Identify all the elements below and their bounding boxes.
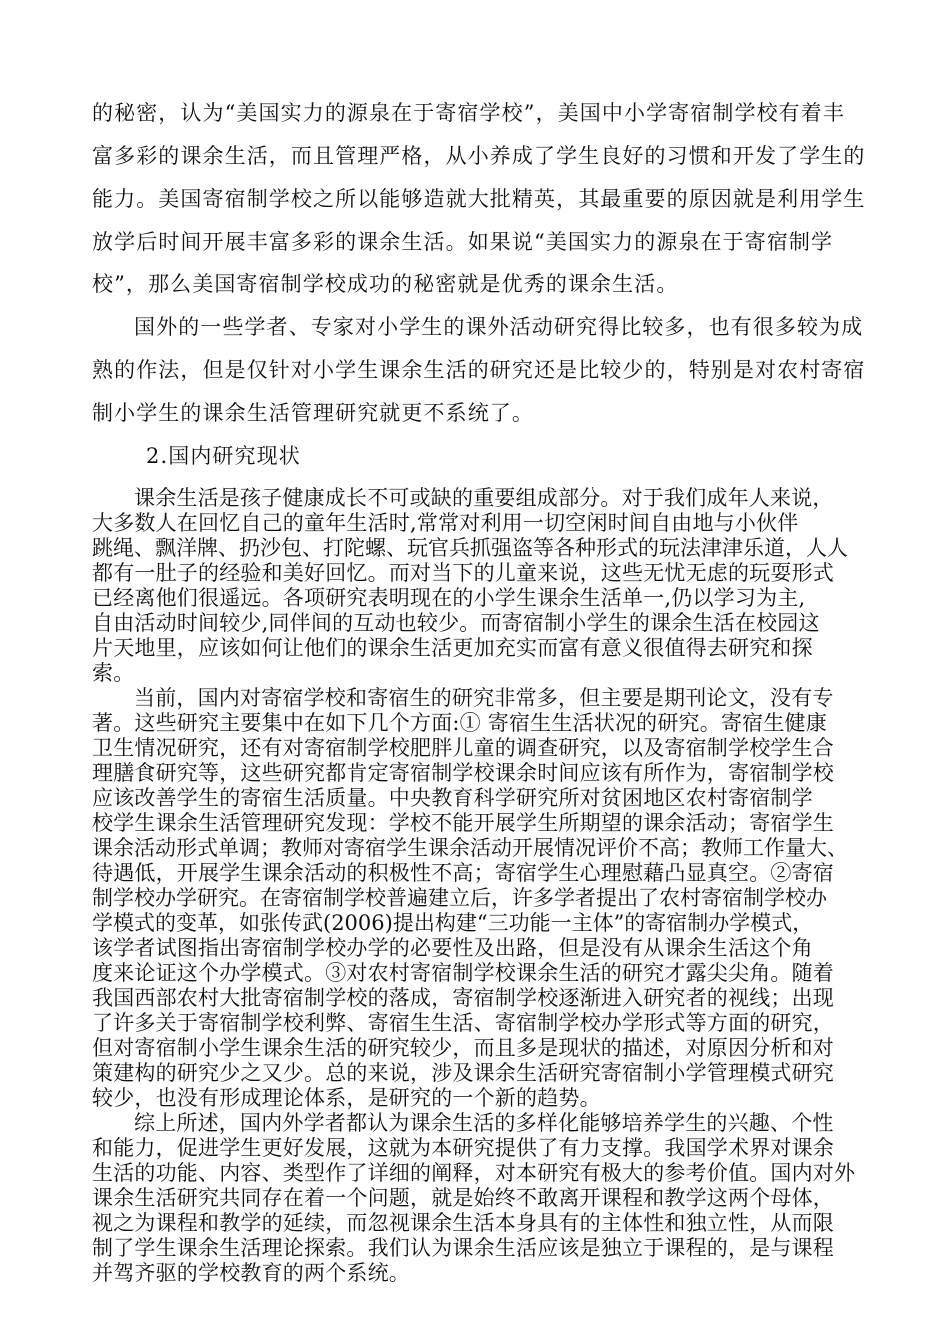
paragraph-4-line: 该学者试图指出寄宿制学校办学的必要性及出路，但是没有从课余生活这个角 (92, 936, 813, 960)
paragraph-4-line: 了许多关于寄宿制学校利弊、寄宿生生活、寄宿制学校办学形式等方面的研究， (92, 1011, 834, 1035)
paragraph-2-line: 制小学生的课余生活管理研究就更不系统了。 (92, 401, 534, 425)
paragraph-3-line: 已经离他们很遥远。各项研究表明现在的小学生课余生活单一,仍以学习为主, (92, 586, 806, 610)
paragraph-5-line: 综上所述，国内外学者都认为课余生活的多样化能够培养学生的兴趣、个性 (134, 1111, 834, 1135)
paragraph-4-line: 较少，也没有形成理论体系，是研究的一个新的趋势。 (92, 1086, 601, 1110)
paragraph-4-line: 学模式的变革，如张传武(2006)提出构建“三功能一主体”的寄宿制办学模式， (92, 911, 814, 935)
paragraph-4-line: 校学生课余生活管理研究发现：学校不能开展学生所期望的课余活动；寄宿学生 (92, 811, 834, 835)
paragraph-5-line: 并驾齐驱的学校教育的两个系统。 (92, 1261, 410, 1285)
paragraph-4-line: 我国西部农村大批寄宿制学校的落成，寄宿制学校逐渐进入研究者的视线；出现 (92, 986, 834, 1010)
paragraph-4-line: 但对寄宿制小学生课余生活的研究较少，而且多是现状的描述，对原因分析和对 (92, 1036, 834, 1060)
paragraph-4-line: 著。这些研究主要集中在如下几个方面:① 寄宿生生活状况的研究。寄宿生健康 (92, 711, 827, 735)
paragraph-4-line: 度来论证这个办学模式。③对农村寄宿制学校课余生活的研究才露尖尖角。随着 (92, 961, 834, 985)
paragraph-1-line: 放学后时间开展丰富多彩的课余生活。如果说“美国实力的源泉在于寄宿制学 (92, 230, 834, 254)
paragraph-5-line: 和能力，促进学生更好发展，这就为本研究提供了有力支撑。我国学术界对课余 (92, 1136, 834, 1160)
paragraph-4-line: 卫生情况研究，还有对寄宿制学校肥胖儿童的调查研究，以及寄宿制学校学生合 (92, 736, 834, 760)
paragraph-1-line: 富多彩的课余生活，而且管理严格，从小养成了学生良好的习惯和开发了学生的 (92, 144, 866, 168)
paragraph-4-line: 制学校办学研究。在寄宿制学校普遍建立后，许多学者提出了农村寄宿制学校办 (92, 886, 827, 910)
paragraph-3-line: 片天地里，应该如何让他们的课余生活更加充实而富有意义很值得去研究和探 (92, 636, 813, 660)
paragraph-3-line: 跳绳、飘洋牌、扔沙包、打陀螺、玩官兵抓强盗等各种形式的玩法津津乐道，人人 (92, 536, 848, 560)
section-heading: 2.国内研究现状 (146, 444, 301, 468)
paragraph-4-line: 应该改善学生的寄宿生活质量。中央教育科学研究所对贫困地区农村寄宿制学 (92, 786, 813, 810)
paragraph-5-line: 生活的功能、内容、类型作了详细的阐释，对本研究有极大的参考价值。国内对外 (92, 1161, 856, 1185)
paragraph-4-line: 待遇低，开展学生课余活动的积极性不高；寄宿学生心理慰藉凸显真空。②寄宿 (92, 861, 834, 885)
paragraph-5-line: 课余生活研究共同存在着一个问题，就是始终不敢离开课程和教学这两个母体， (92, 1186, 834, 1210)
paragraph-2-line: 熟的作法，但是仅针对小学生课余生活的研究还是比较少的，特别是对农村寄宿 (92, 358, 866, 382)
paragraph-4-line: 理膳食研究等，这些研究都肯定寄宿制学校课余时间应该有所作为，寄宿制学校 (92, 761, 834, 785)
paragraph-2-line: 国外的一些学者、专家对小学生的课外活动研究得比较多，也有很多较为成 (134, 315, 864, 339)
paragraph-3-line: 大多数人在回忆自己的童年生活时,常常对利用一切空闲时间自由地与小伙伴 (92, 511, 799, 535)
paragraph-5-line: 视之为课程和教学的延续，而忽视课余生活本身具有的主体性和独立性，从而限 (92, 1211, 834, 1235)
paragraph-3-line: 自由活动时间较少,同伴间的互动也较少。而寄宿制小学生的课余生活在校园这 (92, 611, 820, 635)
paragraph-3-line: 课余生活是孩子健康成长不可或缺的重要组成部分。对于我们成年人来说， (134, 486, 834, 510)
paragraph-1-line: 能力。美国寄宿制学校之所以能够造就大批精英，其最重要的原因就是利用学生 (92, 187, 866, 211)
paragraph-1-line: 校”，那么美国寄宿制学校成功的秘密就是优秀的课余生活。 (92, 272, 679, 296)
paragraph-5-line: 制了学生课余生活理论探索。我们认为课余生活应该是独立于课程的，是与课程 (92, 1236, 834, 1260)
paragraph-3-line: 索。 (92, 661, 135, 685)
paragraph-1-line: 的秘密，认为“美国实力的源泉在于寄宿学校”，美国中小学寄宿制学校有着丰 (92, 101, 845, 125)
paragraph-4-line: 策建构的研究少之又少。总的来说，涉及课余生活研究寄宿制小学管理模式研究 (92, 1061, 834, 1085)
paragraph-4-line: 当前，国内对寄宿学校和寄宿生的研究非常多，但主要是期刊论文，没有专 (134, 686, 834, 710)
paragraph-3-line: 都有一肚子的经验和美好回忆。而对当下的儿童来说，这些无忧无虑的玩耍形式 (92, 561, 834, 585)
paragraph-4-line: 课余活动形式单调；教师对寄宿学生课余活动开展情况评价不高；教师工作量大、 (92, 836, 848, 860)
